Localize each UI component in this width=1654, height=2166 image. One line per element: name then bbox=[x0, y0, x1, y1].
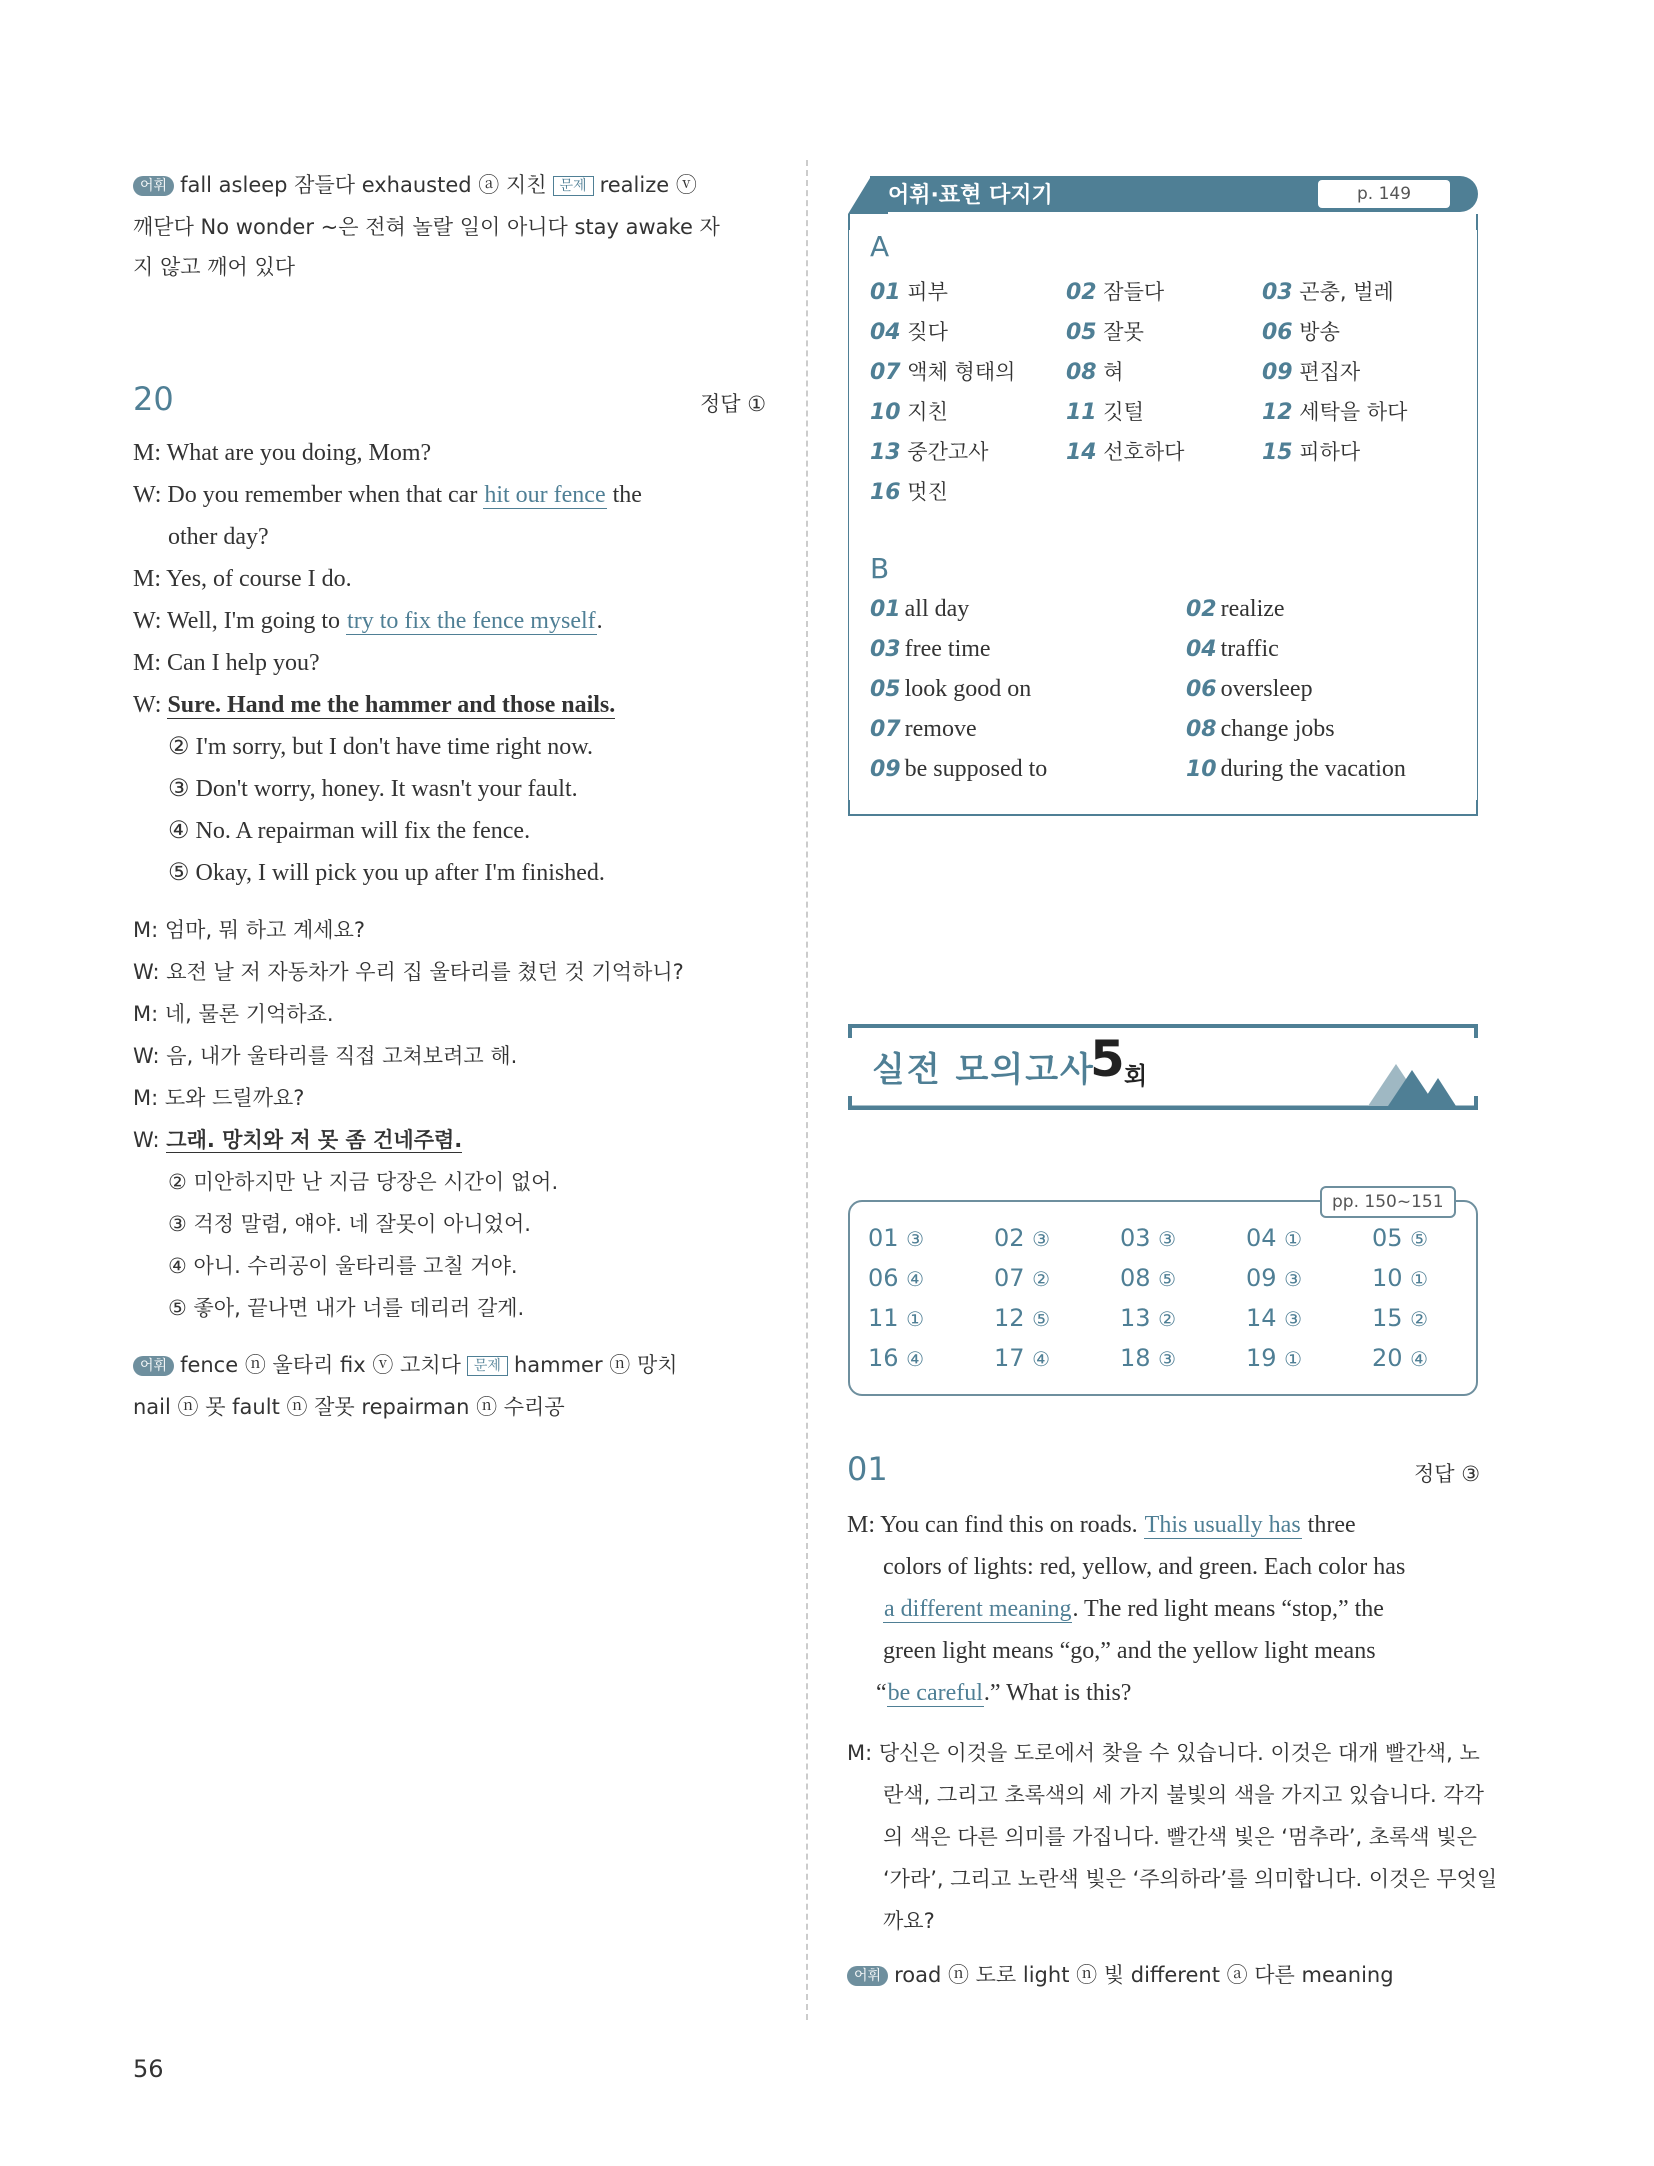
translation-line: 까요? bbox=[883, 1909, 935, 1933]
translation-line: M: 도와 드릴까요? bbox=[133, 1086, 305, 1110]
option-2-kr: ② 미안하지만 난 지금 당장은 시간이 없어. bbox=[168, 1170, 559, 1194]
dialog-line: M: Can I help you? bbox=[133, 650, 320, 676]
vocab-b-item: 09 be supposed to bbox=[870, 756, 1048, 782]
page-number: 56 bbox=[133, 2055, 164, 2083]
translation-line: M: 당신은 이것을 도로에서 찾을 수 있습니다. 이것은 대개 빨간색, 노 bbox=[847, 1741, 1480, 1765]
vocab-b-item: 07 remove bbox=[870, 716, 977, 742]
option-4-kr: ④ 아니. 수리공이 울타리를 고칠 거야. bbox=[168, 1254, 518, 1278]
vocab-tag: 어휘 bbox=[133, 176, 174, 196]
vocab-a-item: 08 혀 bbox=[1066, 360, 1124, 385]
vocab-b-item: 06 oversleep bbox=[1186, 676, 1313, 702]
vocab-a-item: 01 피부 bbox=[870, 280, 948, 305]
translation-line: W: 요전 날 저 자동차가 우리 집 울타리를 쳤던 것 기억하니? bbox=[133, 960, 684, 984]
vocab-section-title: 어휘·표현 다지기 bbox=[888, 183, 1053, 208]
dialog-line: W: Do you remember when that car hit our fence the bbox=[133, 482, 642, 508]
dialog-line: M: Yes, of course I do. bbox=[133, 566, 352, 592]
blank: a different meaning bbox=[884, 1596, 1072, 1622]
vocab-line: 어휘 fence ⓝ 울타리 fix ⓥ 고치다 문제 hammer ⓝ 망치 bbox=[133, 1350, 678, 1380]
answer-cell: 11 ① bbox=[868, 1304, 925, 1332]
blank: be careful bbox=[887, 1680, 983, 1706]
answer-cell: 08 ⑤ bbox=[1120, 1264, 1177, 1292]
answer-cell: 16 ④ bbox=[868, 1344, 925, 1372]
page-ref: p. 149 bbox=[1318, 180, 1450, 208]
answer-cell: 07 ② bbox=[994, 1264, 1051, 1292]
dialog-line: green light means “go,” and the yellow light means bbox=[883, 1638, 1376, 1664]
question-number-01: 01 bbox=[847, 1450, 888, 1488]
option-3: ③ Don't worry, honey. It wasn't your fault. bbox=[168, 776, 578, 802]
vocab-b-item: 02 realize bbox=[1186, 596, 1285, 622]
translation-line: W: 음, 내가 울타리를 직접 고쳐보려고 해. bbox=[133, 1044, 518, 1068]
vocab-tag: 어휘 bbox=[133, 1356, 174, 1376]
answer-cell: 15 ② bbox=[1372, 1304, 1429, 1332]
option-4: ④ No. A repairman will fix the fence. bbox=[168, 818, 531, 844]
vocab-a-item: 12 세탁을 하다 bbox=[1262, 400, 1408, 425]
vocab-a-item: 05 잘못 bbox=[1066, 320, 1144, 345]
vocab-b-item: 10 during the vacation bbox=[1186, 756, 1406, 782]
dialog-line: colors of lights: red, yellow, and green. Each color has bbox=[883, 1554, 1406, 1580]
column-divider bbox=[806, 160, 808, 2020]
answer-cell: 03 ③ bbox=[1120, 1224, 1177, 1252]
section-b-label: B bbox=[870, 552, 890, 585]
vocab-section-header bbox=[848, 174, 1478, 214]
vocab-a-item: 04 짖다 bbox=[870, 320, 948, 345]
translation-line: 의 색은 다른 의미를 가집니다. 빨간색 빛은 ‘멈추라’, 초록색 빛은 bbox=[883, 1825, 1477, 1849]
vocab-b-item: 01 all day bbox=[870, 596, 970, 622]
dialog-line: “be careful.” What is this? bbox=[876, 1680, 1132, 1706]
answer-page-ref: pp. 150~151 bbox=[1320, 1186, 1456, 1218]
vocab-line: nail ⓝ 못 fault ⓝ 잘못 repairman ⓝ 수리공 bbox=[133, 1395, 565, 1419]
vocab-b-item: 08 change jobs bbox=[1186, 716, 1335, 742]
translation-line: W: 그래. 망치와 저 못 좀 건네주렴. bbox=[133, 1128, 463, 1152]
answer-cell: 09 ③ bbox=[1246, 1264, 1303, 1292]
translation-line: M: 엄마, 뭐 하고 계세요? bbox=[133, 918, 366, 942]
option-5-kr: ⑤ 좋아, 끝나면 내가 너를 데리러 갈게. bbox=[168, 1296, 525, 1320]
round-suffix: 회 bbox=[1124, 1062, 1148, 1090]
translation-line: M: 네, 물론 기억하죠. bbox=[133, 1002, 334, 1026]
vocab-a-item: 13 중간고사 bbox=[870, 440, 989, 465]
vocab-a-item: 09 편집자 bbox=[1262, 360, 1361, 385]
option-2: ② I'm sorry, but I don't have time right now. bbox=[168, 734, 593, 760]
vocab-a-item: 16 멋진 bbox=[870, 480, 948, 505]
dialog-line: W: Well, I'm going to try to fix the fence myself. bbox=[133, 608, 603, 634]
vocab-a-item: 11 깃털 bbox=[1066, 400, 1144, 425]
vocab-a-item: 06 방송 bbox=[1262, 320, 1340, 345]
question-number-20: 20 bbox=[133, 380, 174, 418]
dialog-line: other day? bbox=[168, 524, 269, 550]
answer-cell: 20 ④ bbox=[1372, 1344, 1429, 1372]
vocab-a-item: 07 액체 형태의 bbox=[870, 360, 1016, 385]
mountain-icon bbox=[1368, 1056, 1458, 1106]
answer-cell: 12 ⑤ bbox=[994, 1304, 1051, 1332]
answer-cell: 19 ① bbox=[1246, 1344, 1303, 1372]
section-a-label: A bbox=[870, 230, 890, 263]
blank: This usually has bbox=[1144, 1512, 1301, 1538]
vocab-top-line1: 어휘 fall asleep 잠들다 exhausted ⓐ 지친 문제 realize ⓥ bbox=[133, 170, 697, 200]
vocab-tag: 어휘 bbox=[847, 1966, 888, 1986]
blank: hit our fence bbox=[484, 482, 606, 508]
mock-exam-header bbox=[848, 1024, 1478, 1110]
round-number: 5 bbox=[1090, 1030, 1125, 1088]
dialog-line: M: You can find this on roads. This usually has three bbox=[847, 1512, 1356, 1538]
dialog-line: a different meaning. The red light means “stop,” the bbox=[884, 1596, 1384, 1622]
dialog-line: M: What are you doing, Mom? bbox=[133, 440, 432, 466]
vocab-b-item: 04 traffic bbox=[1186, 636, 1279, 662]
answer-sentence-kr: 그래. 망치와 저 못 좀 건네주렴. bbox=[166, 1128, 463, 1152]
answer-cell: 04 ① bbox=[1246, 1224, 1303, 1252]
answer-01: 정답 ③ bbox=[1414, 1462, 1481, 1486]
answer-cell: 01 ③ bbox=[868, 1224, 925, 1252]
answer-sentence: Sure. Hand me the hammer and those nails. bbox=[167, 692, 616, 718]
answer-20: 정답 ① bbox=[700, 392, 767, 416]
vocab-line: 어휘 road ⓝ 도로 light ⓝ 빛 different ⓐ 다른 meaning bbox=[847, 1960, 1394, 1990]
problem-tag: 문제 bbox=[467, 1356, 508, 1376]
vocab-a-item: 02 잠들다 bbox=[1066, 280, 1165, 305]
vocab-a-item: 15 피하다 bbox=[1262, 440, 1361, 465]
vocab-a-item: 14 선호하다 bbox=[1066, 440, 1185, 465]
answer-cell: 18 ③ bbox=[1120, 1344, 1177, 1372]
translation-line: 란색, 그리고 초록색의 세 가지 불빛의 색을 가지고 있습니다. 각각 bbox=[883, 1783, 1484, 1807]
answer-cell: 06 ④ bbox=[868, 1264, 925, 1292]
vocab-a-item: 03 곤충, 벌레 bbox=[1262, 280, 1394, 305]
translation-line: ‘가라’, 그리고 노란색 빛은 ‘주의하라’를 의미합니다. 이것은 무엇일 bbox=[883, 1867, 1498, 1891]
answer-cell: 13 ② bbox=[1120, 1304, 1177, 1332]
answer-cell: 14 ③ bbox=[1246, 1304, 1303, 1332]
vocab-b-item: 05 look good on bbox=[870, 676, 1032, 702]
option-5: ⑤ Okay, I will pick you up after I'm finished. bbox=[168, 860, 605, 886]
vocab-top-line3: 지 않고 깨어 있다 bbox=[133, 255, 296, 279]
mock-exam-title: 실전 모의고사 bbox=[872, 1050, 1095, 1090]
answer-cell: 17 ④ bbox=[994, 1344, 1051, 1372]
vocab-b-item: 03 free time bbox=[870, 636, 991, 662]
answer-cell: 02 ③ bbox=[994, 1224, 1051, 1252]
answer-cell: 10 ① bbox=[1372, 1264, 1429, 1292]
blank: try to fix the fence myself bbox=[347, 608, 596, 634]
option-3-kr: ③ 걱정 말렴, 얘야. 네 잘못이 아니었어. bbox=[168, 1212, 531, 1236]
vocab-a-item: 10 지친 bbox=[870, 400, 948, 425]
dialog-line: W: Sure. Hand me the hammer and those nails. bbox=[133, 692, 616, 718]
answer-cell: 05 ⑤ bbox=[1372, 1224, 1429, 1252]
problem-tag: 문제 bbox=[553, 176, 594, 196]
vocab-top-line2: 깨닫다 No wonder ~은 전혀 놀랄 일이 아니다 stay awake 자 bbox=[133, 215, 720, 239]
